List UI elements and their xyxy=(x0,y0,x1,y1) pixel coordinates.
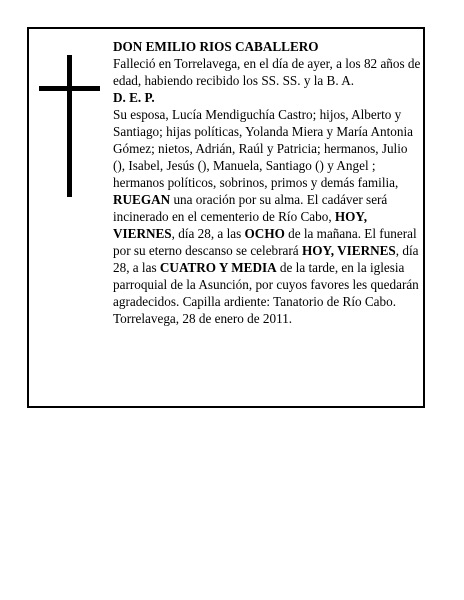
deceased-name: DON EMILIO RIOS CABALLERO xyxy=(113,39,319,54)
time-emphasis: CUATRO Y MEDIA xyxy=(159,260,277,275)
obituary-text xyxy=(113,38,421,327)
place-date: Torrelavega, 28 de enero de 2011. xyxy=(113,311,293,326)
rip-line: D. E. P. xyxy=(113,90,155,105)
passing-notice: Falleció en Torrelavega, en el día de ayer, a los 82 años de edad, habiendo recibido los SS. SS. y la B. A. xyxy=(113,56,421,88)
ruegan-label: RUEGAN xyxy=(113,192,171,207)
date-emphasis: HOY, VIERNES xyxy=(113,209,368,241)
obituary-card xyxy=(27,27,425,408)
request-paragraph: RUEGAN una oración por su alma. El cadáver será incinerado en el cementerio de Río Cabo, HOY, VIERNES, día 28, a las OCHO de la mañana. El funeral por su eterno descanso se celebrará HOY, VIERNES, día 28, a las CUATRO Y MEDIA de la tarde, en la iglesia parroquial de la Asunción, por cuyos favores les quedarán agradecidos. Capilla ardiente: Tanatorio de Río Cabo. xyxy=(113,192,419,309)
family-list: Su esposa, Lucía Mendiguchía Castro; hijos, Alberto y Santiago; hijas políticas, Yolanda Miera y María Antonia Gómez; nietos, Adrián, Raúl y Patricia; hermanos, Julio (), Isabel, Jesús (), Manuela, Santiago () y Angel ; hermanos políticos, sobrinos, primos y demás familia, xyxy=(113,107,413,190)
date-emphasis: HOY, VIERNES xyxy=(301,243,396,258)
cross-icon xyxy=(67,55,72,197)
cross-icon-bar xyxy=(39,86,100,91)
time-emphasis: OCHO xyxy=(244,226,285,241)
